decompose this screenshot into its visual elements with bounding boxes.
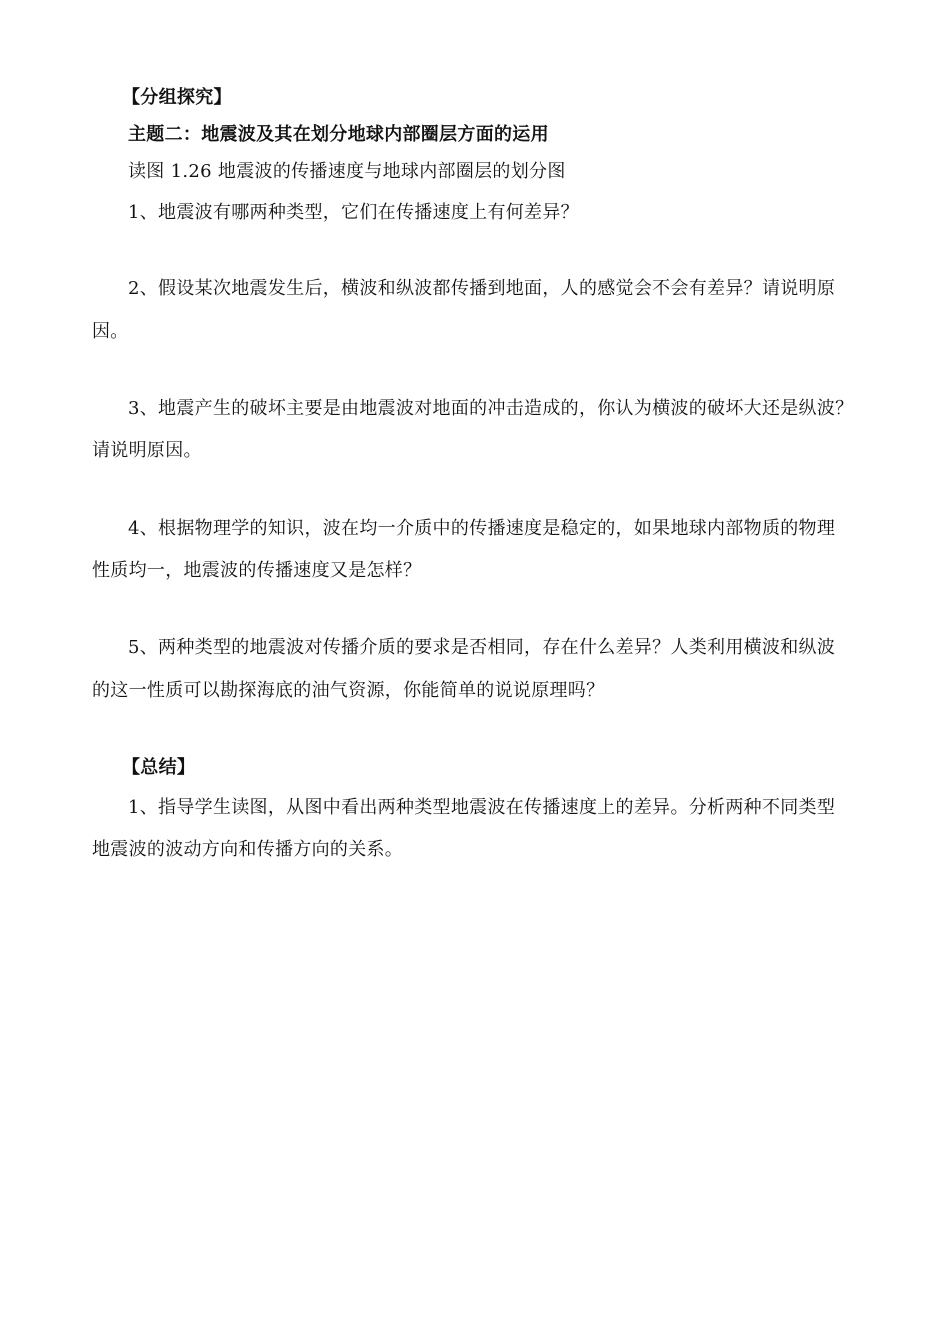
question-5-line-2: 的这一性质可以勘探海底的油气资源，你能简单的说说原理吗？ bbox=[92, 680, 605, 701]
section-heading: 【分组探究】 bbox=[122, 87, 232, 108]
question-3-line-1: 3、地震产生的破坏主要是由地震波对地面的冲击造成的，你认为横波的破坏大还是纵波？ bbox=[128, 398, 854, 419]
question-3-line-2: 请说明原因。 bbox=[92, 440, 202, 461]
question-2-line-1: 2、假设某次地震发生后，横波和纵波都传播到地面，人的感觉会不会有差异？请说明原 bbox=[128, 278, 836, 299]
question-4-line-1: 4、根据物理学的知识，波在均一介质中的传播速度是稳定的，如果地球内部物质的物理 bbox=[128, 518, 836, 539]
question-1-line-1: 1、地震波有哪两种类型，它们在传播速度上有何差异？ bbox=[128, 202, 579, 223]
intro-text: 读图 1.26 地震波的传播速度与地球内部圈层的划分图 bbox=[128, 161, 566, 182]
question-2-line-2: 因。 bbox=[92, 321, 129, 342]
question-4-line-2: 性质均一，地震波的传播速度又是怎样？ bbox=[92, 560, 422, 581]
topic-title: 主题二：地震波及其在划分地球内部圈层方面的运用 bbox=[128, 124, 549, 145]
summary-line-1: 1、指导学生读图，从图中看出两种类型地震波在传播速度上的差异。分析两种不同类型 bbox=[128, 797, 836, 818]
question-5-line-1: 5、两种类型的地震波对传播介质的要求是否相同，存在什么差异？人类利用横波和纵波 bbox=[128, 637, 836, 658]
summary-line-2: 地震波的波动方向和传播方向的关系。 bbox=[92, 839, 404, 860]
summary-heading: 【总结】 bbox=[122, 757, 196, 778]
